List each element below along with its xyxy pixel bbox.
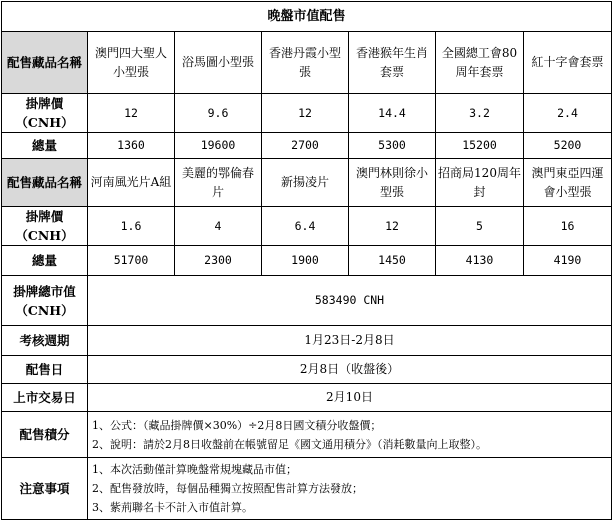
item-price: 14.4 [349, 94, 436, 133]
allotment-points [88, 412, 612, 458]
label-total-qty: 總量 [2, 246, 88, 276]
item-price: 6.4 [262, 207, 349, 246]
label-allotment-points: 配售積分 [2, 412, 88, 458]
label-total-market-value [2, 276, 88, 326]
item-qty: 5200 [524, 133, 612, 159]
item-price: 5 [436, 207, 524, 246]
label-listing-date: 上市交易日 [2, 384, 88, 412]
item-qty: 19600 [175, 133, 262, 159]
item-name: 新揚凌片 [262, 159, 349, 207]
item-price: 4 [175, 207, 262, 246]
page-title: 晚盤市值配售 [2, 2, 612, 32]
item-qty: 51700 [88, 246, 175, 276]
notes-line: 1、本次活動僅計算晚盤常規塊藏品市值； [92, 463, 297, 476]
label-total-market-value-text: 掛牌總市值 [13, 283, 76, 299]
item-name: 香港丹霞小型張 [262, 32, 349, 94]
label-assessment-period: 考核週期 [2, 326, 88, 356]
label-notes: 注意事項 [2, 458, 88, 520]
item-name: 香港猴年生肖套票 [349, 32, 436, 94]
item-price: 12 [88, 94, 175, 133]
label-allotment-date: 配售日 [2, 356, 88, 384]
item-name: 河南風光片A組 [88, 159, 175, 207]
label-total-qty: 總量 [2, 133, 88, 159]
item-name: 浴馬圖小型張 [175, 32, 262, 94]
item-qty: 1360 [88, 133, 175, 159]
label-total-market-value-unit: （CNH） [15, 302, 74, 318]
item-qty: 4190 [524, 246, 612, 276]
label-listing-price: 掛牌價（CNH） [2, 207, 88, 246]
item-price: 3.2 [436, 94, 524, 133]
label-listing-price: 掛牌價（CNH） [2, 94, 88, 133]
item-price: 1.6 [88, 207, 175, 246]
assessment-period: 1月23日-2月8日 [88, 326, 612, 356]
item-name: 美麗的鄂倫春片 [175, 159, 262, 207]
item-name: 全國總工會80周年套票 [436, 32, 524, 94]
item-price: 2.4 [524, 94, 612, 133]
label-item-name: 配售藏品名稱 [2, 159, 88, 207]
allotment-table [1, 1, 612, 520]
item-price: 9.6 [175, 94, 262, 133]
allotment-points-line: 2、說明：請於2月8日收盤前在帳號留足《國文通用積分》（消耗數量向上取整）。 [92, 437, 487, 451]
item-name: 澳門林則徐小型張 [349, 159, 436, 207]
item-qty: 1900 [262, 246, 349, 276]
item-price: 12 [349, 207, 436, 246]
allotment-points-line: 1、公式：（藏品掛牌價×30%）÷2月8日國文積分收盤價； [92, 418, 382, 432]
item-qty: 15200 [436, 133, 524, 159]
item-name: 招商局120周年封 [436, 159, 524, 207]
item-qty: 4130 [436, 246, 524, 276]
item-name: 紅十字會套票 [524, 32, 612, 94]
item-qty: 2700 [262, 133, 349, 159]
item-qty: 5300 [349, 133, 436, 159]
item-price: 12 [262, 94, 349, 133]
item-qty: 2300 [175, 246, 262, 276]
notes-line: 2、配售發放時，每個品種獨立按照配售計算方法發放； [92, 482, 363, 495]
item-name: 澳門東亞四運會小型張 [524, 159, 612, 207]
item-qty: 1450 [349, 246, 436, 276]
listing-date: 2月10日 [88, 384, 612, 412]
notes-line: 3、紫荊聯名卡不計入市值計算。 [92, 501, 253, 514]
item-name: 澳門四大聖人小型張 [88, 32, 175, 94]
item-price: 16 [524, 207, 612, 246]
total-market-value: 583490 CNH [88, 276, 612, 326]
label-item-name: 配售藏品名稱 [2, 32, 88, 94]
allotment-date: 2月8日（收盤後） [88, 356, 612, 384]
notes [88, 458, 612, 520]
